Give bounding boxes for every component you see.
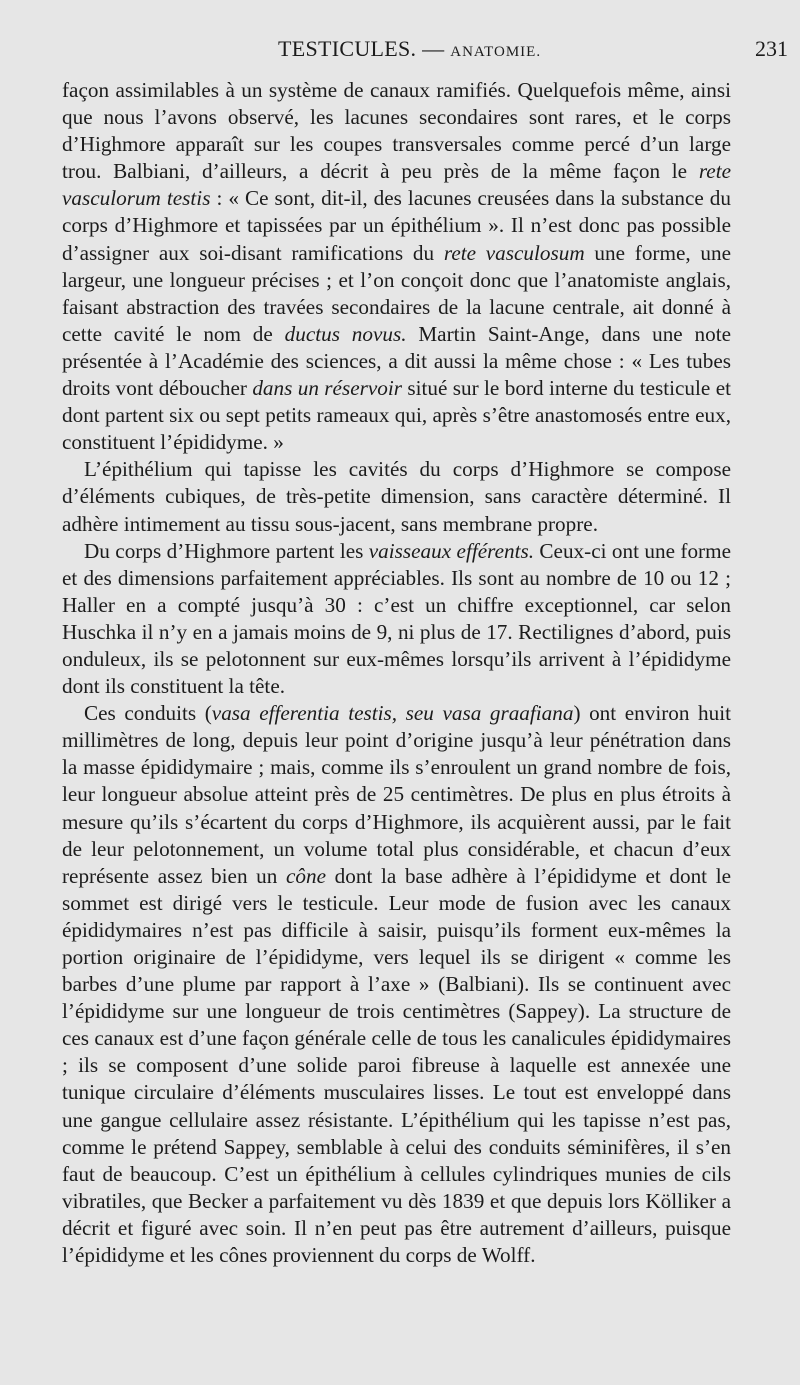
text-run: L’épithélium qui tapisse les cavités du corps d’Highmore se compose d’éléments cubiques, de très-petite dimension, sans caractère déterminé. Il adhère intimement au tissu sous-jacent, sans membrane propre. [62,457,731,536]
header-title-main: TESTICULES. — [278,36,451,61]
text-run: Martin Saint-Ange, dans une note présentée à l’Académie des sciences, a dit aussi la même chose : « Les tubes droits vont déboucher [62,321,731,401]
text-run: dont la base adhère à l’épididyme et dont le sommet est dirigé vers le testicule. Leur mode de fusion avec les canaux épididymaires n’est pas difficile à saisir, puisqu’ils forment eux-mêmes la portion originaire de l’épididyme, vers lequel ils se dirigent « comme les barbes d’une plume par rapport à l’axe » (Balbiani). Ils se continuent avec l’épididyme sur une longueur de trois centimètres (Sappey). La structure de ces canaux est d’une façon générale celle de tous les canalicules épididymaires ; ils se composent d’une solide paroi fibreuse à laquelle est annexée une tunique circulaire d’éléments musculaires lisses. Le tout est enveloppé dans une gangue cellulaire assez résistante. L’épithélium qui les tapisse n’est pas, comme le prétend Sappey, semblable à celui des conduits séminifères, il s’en faut de beaucoup. C’est un épithélium à cellules cylindriques munies de cils vibratiles, que Becker a parfaitement vu dès 1839 et que depuis lors Kölliker a décrit et figuré avec soin. Il n’en peut pas être autrement d’ailleurs, puisque l’épididyme et les cônes proviennent du corps de Wolff. [62,863,731,1268]
text-run: situé sur le bord interne du testicule et dont partent six ou sept petits rameaux qui, après s’être anastomosés entre eux, constituent l’épididyme. » [62,376,731,455]
italic-term: rete vasculosum [443,240,585,265]
paragraph-4 [62,700,731,1269]
text-run: une forme, une largeur, une longueur précises ; et l’on conçoit donc que l’anatomiste anglais, faisant abstraction des travées secondaires de la lacune centrale, ait donné à cette cavité le nom de [62,240,732,346]
italic-term: cône [286,863,327,888]
italic-term: vaisseaux efférents. [368,538,535,563]
text-run: : « Ce sont, dit-il, des lacunes creusées dans la substance du corps d’Highmore et tapissées par un épithélium ». Il n’est donc pas possible d’assigner aux soi-disant ramifications du [62,186,731,265]
italic-term: rete vasculorum testis [62,159,731,211]
italic-term: ductus novus. [284,321,407,346]
text-run: Ceux-ci ont une forme et des dimensions parfaitement appréciables. Ils sont au nombre de 10 ou 12 ; Haller en a compté jusqu’à 30 : c’est un chiffre exceptionnel, car selon Huschka il n’y en a jamais moins de 9, ni plus de 17. Rectilignes d’abord, puis onduleux, ils se pelotonnent sur eux-mêmes lorsqu’ils arrivent à l’épididyme dont ils constituent la tête. [62,538,731,699]
body-text [62,77,731,1269]
text-run: Ces conduits ( [84,701,212,726]
italic-term: vasa efferentia testis, seu vasa graafiana [211,701,574,726]
text-run: façon assimilables à un système de canaux ramifiés. Quelquefois même, ainsi que nous l’avons observé, les lacunes secondaires sont rares, et le corps d’Highmore apparaît sur les coupes transversales comme percé d’un large trou. Balbiani, d’ailleurs, a décrit à peu près de la même façon le [62,78,731,184]
running-header [60,36,800,68]
italic-term: dans un réservoir [252,376,402,401]
header-title [278,36,541,62]
header-title-section: ANATOMIE. [450,44,542,60]
paragraph-3 [62,538,731,701]
text-run: Du corps d’Highmore partent les [84,538,369,563]
page-number: 231 [755,36,788,61]
text-run: ) ont environ huit millimètres de long, depuis leur point d’origine jusqu’à leur pénétration dans la masse épididymaire ; mais, comme ils s’enroulent un grand nombre de fois, leur longueur absolue atteint près de 25 centimètres. De plus en plus étroits à mesure qu’ils s’écartent du corps d’Highmore, ils acquièrent aussi, par le fait de leur pelotonnement, un volume total plus considérable, et chacun d’eux représente assez bien un [62,701,731,888]
paragraph-2 [62,456,731,537]
paragraph-1 [62,77,731,456]
